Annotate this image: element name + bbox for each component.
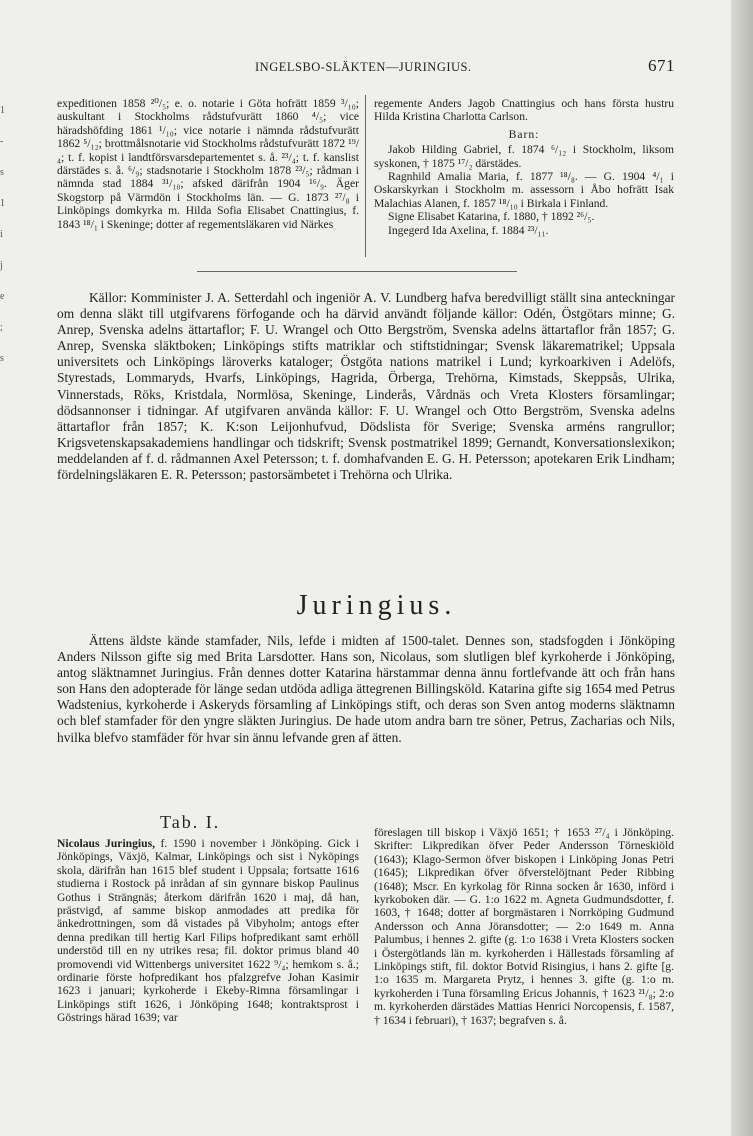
- margin-marks: 1 - s 1 i j e ; s: [0, 105, 5, 364]
- child-2: Ragnhild Amalia Maria, f. 1877 ¹⁸/₈. — G. 1904 ⁴/₁ i Oskarskyrkan i Stockholm m. assessorn i Åbo hofrätt Isak Malachias Alanen, f. 1857 ¹⁸/₁₀ i Birkala i Finland.: [374, 170, 674, 210]
- entry-text: f. 1590 i november i Jönköping. Gick i Jönköpings, Växjö, Kalmar, Linköpings och sist i Nyköpings skola, därifrån han 1615 blef student i Uppsala; fortsatte 1616 studierna i Rostock på inrådan af sin gynnare biskop Paulinus Gothus i Strängnäs; återkom därifrån 1620 i maj, då han, prästvigd, af samme biskop anmodades att predika för änkedrottningen, som då vistades på Vibyholm; antogs efter denna predikan till hertig Karl Filips hofpredikant samt erhöll understöd till en ny utrikes resa; fil. doktor primus bland 40 promovendi vid Wittenbergs universitet 1622 ⁹/₄; hemkom s. å.; ordinarie förste hofpredikant hos pfalzgrefve Johan Kasimir 1623 i januari; kyrkoherde i Ekeby-Rimna församlingar i Linköpings stift 1626, i Jönköping 1648; kontraktsprost i Göstrings härad 1639; var: [57, 837, 359, 1025]
- sources-paragraph: [57, 290, 675, 483]
- bottom-right-text: föreslagen till biskop i Växjö 1651; † 1653 ²⁷/₄ i Jönköping. Skrifter: Likpredikan öfver Peder Andersson Törneskiöld (1643); Klago-Sermon öfver biskopen i Linköping Jonas Petri (1645); Likpredikan öfver öfverstelöjtnant Peder Ribbing (1648); Mscr. En kyrkolag för Rinna socken år 1630, införd i kyrkoboken där. — G. 1:o 1622 m. Agneta Gudmundsdotter, f. 1603, † 1648; dotter af borgmästaren i Norrköping Gudmund Andersson och Anna Jöransdotter; — 2:o 1649 m. Anna Palumbus, i hennes 2. gifte (g. 1:o 1638 i Vreta Klosters socken i Östergötlands län m. kyrkoherden i Hällestads församling af Linköpings stift, fil. doktor Botvid Risingius, i hans 2. gifte [g. 1:o 1635 m. Margareta Prytz, i hennes 3. gifte (g. 1:o m. kyrkoherden i Tuna församling Ericus Johannis, † 1623 ²¹/₈; 2:o m. kyrkoherden därstädes Mattias Henrici Norcopensis, f. 1587, † 1634 i februari), † 1637; begrafven s. å.: [374, 826, 674, 1027]
- intro-text: Ättens äldste kände stamfader, Nils, lefde i midten af 1500-talet. Dennes son, stadsfogden i Jönköping Anders Nilsson gifte sig med Brita Larsdotter. Hans son, Nicolaus, som slutligen blef kyrkoherde i Jönköping, antog släktnamnet Juringius. Från dennes dotter Katarina härstammar denna ännu fortlefvande ätt och från hans son Hans den adopterade för länge sedan utdöda adliga ättegrenen Billingsköld. Katarina gifte sig 1654 med Petrus Wadstenius, kyrkoherde i Askeryds församling af Linköpings stift, och deras son Sven antog moderns släktnamn och blef stamfader för den yngre släkten Juringius. De hade utom andra barn tre söner, Petrus, Zacharias och Nils, hvilka blefvo stamfäder för hvar sin ännu lefvande gren af ätten.: [57, 633, 675, 745]
- page-number: 671: [648, 56, 675, 75]
- sources-text: Källor: Komminister J. A. Setterdahl och ingeniör A. V. Lundberg hafva beredvilligt ställt sina anteckningar om denna släkt till utgifvarens förfogande och ha därvid användt följande källor: Odén, Östgötars minne; G. Anrep, Svenska adelns ättartaflor; F. U. Wrangel och Otto Bergström, Svenska adelns ättartaflor från 1857; G. Anrep, Svenska släktboken; Linköpings stifts matriklar och stiftstidningar; Svensk läkarematrikel; Uppsala universitets och Linköpings läroverks kataloger; Östgöta nations matrikel i Lund; kyrkoarkiven i Adelöfs, Styrestads, Lommaryds, Hvarfs, Linköpings, Hagrida, Örberga, Trehörna, Kimstads, Skeppsås, Ulrika, Vinnerstads, Röks, Kristdala, Normlösa, Skeninge, Linderås, Vårdnäs och Vreta Klosters församlingar; dödsannonser i tidningar. Af utgifvaren använda källor: F. U. Wrangel och Otto Bergström, Svenska adelns ättartaflor från 1857; K. K:son Leijonhufvud, Dödslista för Sverige; Svenska arméns rangrullor; Krigsvetenskapsakademiens handlingar och tidskrift; Svensk postmatrikel 1899; Gernandt, Konversationslexikon; meddelanden af f. d. rådmannen Axel Petersson; t. f. domhafvanden E. G. H. Petersson; apotekaren Erik Lindham; fördelningsläkaren E. R. Petersson; pastorsämbetet i Trehörna och Ulrika.: [57, 290, 675, 483]
- running-title: INGELSBO-SLÄKTEN—JURINGIUS.: [255, 60, 472, 74]
- bottom-left-column: [57, 837, 359, 1025]
- bottom-right-column: [374, 826, 674, 1027]
- tab-title: Tab. I.: [160, 812, 221, 832]
- page-edge: [731, 0, 753, 1136]
- column-divider: [365, 95, 366, 257]
- child-1: Jakob Hilding Gabriel, f. 1874 ⁶/₁₂ i Stockholm, liksom syskonen, † 1875 ¹⁷/₂ därstädes.: [374, 143, 674, 170]
- section-divider: [197, 271, 517, 272]
- top-right-column: [374, 97, 674, 237]
- child-3: Signe Elisabet Katarina, f. 1880, † 1892 ²⁶/₅.: [388, 210, 595, 224]
- top-left-text: expeditionen 1858 ²⁰/₅; e. o. notarie i Göta hofrätt 1859 ³/₁₀; auskultant i Stockholms rådstufvurätt 1860 ⁴/₅; vice häradshöfding 1861 ¹/₁₀; vice notarie i nämnda rådstufvurätt 1862 ⁵/₁₂; brottmålsnotarie vid Stockholms rådstufvurätt 1872 ¹⁹/₄; t. f. kopist i landtförsvarsdepartementet s. å. ²³/₄; t. f. kanslist därstädes s. å. ⁶/₉; stadsnotarie i Stockholm 1878 ²³/₅; rådman i nämnda stad 1884 ³¹/₁₀; afsked därifrån 1904 ¹⁶/₉. Äger Skogstorp på Värmdön i Stockholms län. — G. 1873 ²⁷/₈ i Linköpings domkyrka m. Hilda Sofia Elisabet Cnattingius, f. 1843 ¹⁸/₁ i Skeninge; dotter af regementsläkaren vid Närkes: [57, 97, 359, 231]
- entry-name: Nicolaus Juringius,: [57, 837, 155, 850]
- intro-paragraph: [57, 633, 675, 746]
- top-right-intro: regemente Anders Jagob Cnattingius och hans första hustru Hilda Kristina Charlotta Carlson.: [374, 97, 674, 124]
- barn-heading: Barn:: [508, 127, 540, 141]
- child-4: Ingegerd Ida Axelina, f. 1884 ²³/₁₁.: [388, 223, 549, 237]
- top-left-column: [57, 97, 359, 231]
- family-title: Juringius.: [296, 590, 457, 621]
